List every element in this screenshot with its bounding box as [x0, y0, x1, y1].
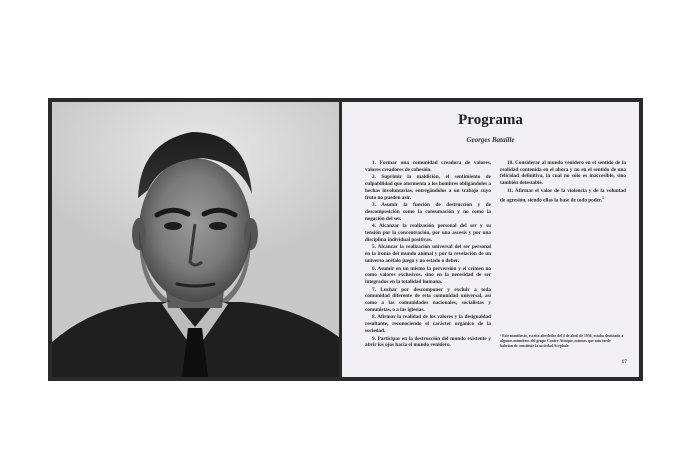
text-page	[342, 102, 639, 377]
program-item: 7. Luchar por descomponer y excluir a toda comunidad diferente de esta comunidad universal, así como a las comunidades nacionales, socialistas y comunistas, o a las iglesias.	[365, 286, 491, 313]
program-item: 8. Afirmar la realidad de los valores y la desigualdad resultante, reconociendo el carácter orgánico de la sociedad.	[365, 314, 491, 334]
program-item: 3. Asumir la función de destrucción y de descomposición como la consumación y no como la negación del ser.	[365, 202, 491, 222]
program-item: 4. Alcanzar la realización personal del ser y su tensión por la concentración, por una ascesis y por una disciplina individual positivas.	[365, 223, 491, 243]
book-spread	[48, 98, 643, 381]
program-item: 1. Formar una comunidad creadora de valores, valores creadores de cohesión.	[365, 160, 491, 173]
program-item: 5. Alcanzar la realización universal del ser personal en la ironía del mundo animal y por la revelación de un universo acéfalo juego y no estado o deber.	[365, 244, 491, 264]
program-item: 10. Considerar al mundo venidero en el sentido de la realidad contenida en el ahora y no en el sentido de una felicidad definitiva, la cual no sólo es inaccesible, sino también detestable.	[500, 160, 626, 187]
program-item	[500, 188, 626, 204]
program-item: 6. Asumir en un mismo la perversión y el crimen no como valores exclusivos, sino en la necesidad de ser integrados en la totalidad humana.	[365, 265, 491, 285]
program-item: 9. Participar en la destrucción del mundo existente y abrir los ojos hacia el mundo venidero.	[365, 335, 491, 349]
page-title: Programa	[458, 112, 523, 128]
program-item-text: 11. Afirmar el valor de la violencia y de la voluntad de agresión, siendo ellas la base de todo poder.	[500, 187, 626, 204]
program-item: 2. Suprimir la maldición, el sentimiento de culpabilidad que atormenta a los hombres obligándoles a hechas involuntarias, entregándolos a un trabajo cuyo fruto no pueden asir.	[365, 174, 492, 201]
left-text-column	[365, 160, 491, 350]
portrait-image	[52, 102, 339, 377]
author-portrait-photo	[52, 102, 339, 377]
page-author: Georges Bataille	[466, 136, 515, 144]
footnote: ¹ Este manifiesto, escrito alrededor del 4 de abril de 1936, estaba destinado a algunos miembros del grupo Contre-Attaque, mismos que más tarde habrían de constituir la sociedad Acéphale.	[500, 334, 624, 348]
footnote-mark: 1	[602, 194, 605, 200]
page-number: 17	[621, 359, 627, 365]
right-text-column	[500, 160, 626, 205]
